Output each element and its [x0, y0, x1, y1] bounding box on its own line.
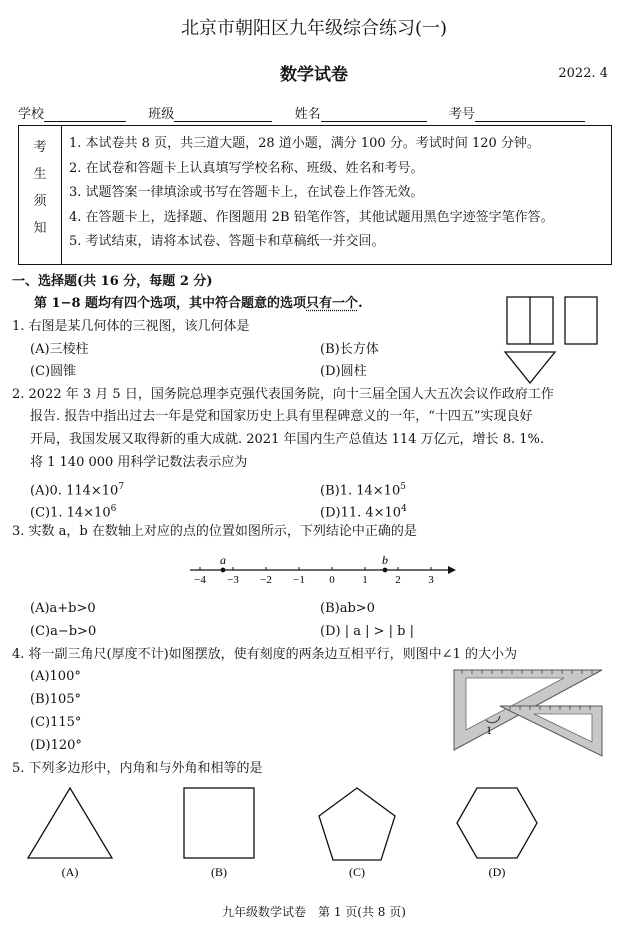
q3-option-b: (B)ab>0: [320, 601, 375, 616]
notice-item: 5. 考试结束，请将本试卷、答题卡和草稿纸一并交回。: [69, 234, 385, 249]
q2-a-base: (A)0. 114×10: [30, 483, 119, 499]
q3-option-c: (C)a−b>0: [30, 624, 97, 639]
q2-line3: 开局，我国发展又取得新的重大成就. 2021 年国内生产总值达 114 万亿元，增长 8. 1%.: [30, 432, 544, 447]
q4-option-c: (C)115°: [30, 715, 82, 730]
tick-label: −2: [260, 574, 272, 586]
page-footer: 九年级数学试卷 第 1 页(共 8 页): [222, 905, 406, 919]
q2-line1: 2. 2022 年 3 月 5 日，国务院总理李克强代表国务院，向十三届全国人大五次会议作政府工作: [12, 387, 554, 402]
notice-item: 4. 在答题卡上，选择题、作图题用 2B 铅笔作答，其他试题用黑色字迹签字笔作答。: [69, 209, 554, 225]
number-line-arrow: [448, 566, 456, 574]
class-label: 班级: [148, 107, 175, 122]
small-set-square-hole: [534, 714, 592, 742]
q2-option-a: [30, 478, 124, 500]
q1-option-c: (C)圆锥: [30, 364, 77, 379]
tick-label: 0: [329, 574, 335, 586]
q4-option-a: (A)100°: [30, 669, 81, 684]
exam-title: 北京市朝阳区九年级综合练习(一): [180, 18, 448, 39]
hexagon-shape: [457, 788, 537, 858]
q4-option-d: (D)120°: [30, 738, 82, 753]
exam-date: 2022. 4: [558, 66, 608, 81]
school-label: 学校: [18, 107, 45, 122]
q3-stem: 3. 实数 a，b 在数轴上对应的点的位置如图所示，下列结论中正确的是: [12, 524, 417, 539]
q5-polygons-figure: [20, 780, 620, 890]
square-shape: [184, 788, 254, 858]
q2-d-exp: 4: [401, 504, 407, 514]
notice-items: [69, 132, 554, 255]
q2-option-b: [320, 478, 406, 500]
exam-subtitle: 数学试卷: [280, 65, 348, 85]
q1-option-d: (D)圆柱: [320, 364, 367, 379]
q5-label-a: (A): [61, 865, 79, 879]
q5-label-d: (D): [488, 865, 506, 879]
q2-d-base: (D)11. 4×10: [320, 505, 402, 521]
q2-line2: 报告. 报告中指出过去一年是党和国家历史上具有里程碑意义的一年，“十四五”实现良好: [30, 409, 533, 424]
notice-side-char: 生: [33, 167, 47, 182]
q2-c-base: (C)1. 14×10: [30, 505, 111, 521]
tick-label: −1: [293, 574, 305, 586]
tick-label: 3: [428, 574, 434, 586]
notice-box: [18, 125, 612, 265]
q2-c-exp: 6: [110, 504, 117, 514]
instruction-prefix: 第 1−8 题均有四个选项，其中符合题意的选项: [34, 296, 307, 311]
notice-side-char: 知: [33, 221, 47, 236]
q4-set-squares-figure: [452, 664, 604, 764]
q2-option-d: [320, 500, 407, 522]
triangle-shape: [28, 788, 112, 858]
name-label: 姓名: [294, 107, 321, 122]
class-blank: [174, 109, 272, 122]
section-instruction: [34, 295, 363, 313]
notice-side-char: 须: [33, 194, 47, 209]
q1-stem: 1. 右图是某几何体的三视图，该几何体是: [12, 319, 250, 334]
top-view: [505, 352, 555, 383]
point-b-dot: [383, 568, 388, 573]
q2-b-exp: 5: [400, 482, 406, 492]
notice-side: [19, 126, 62, 264]
q1-option-a: (A)三棱柱: [30, 342, 89, 357]
info-fields: [18, 103, 585, 122]
instruction-emphasis: 只有一个: [306, 296, 359, 311]
q5-label-c: (C): [349, 865, 365, 879]
angle-1-label: 1: [486, 723, 492, 737]
exam-no-blank: [475, 109, 585, 122]
q3-option-d: (D) | a | > | b |: [320, 624, 414, 639]
tick-label: 2: [395, 574, 401, 586]
point-b-label: b: [382, 553, 388, 567]
q1-three-view-figure: [500, 294, 604, 386]
q2-a-exp: 7: [118, 482, 125, 492]
q4-option-b: (B)105°: [30, 692, 82, 707]
notice-item: 3. 试题答案一律填涂或书写在答题卡上，在试卷上作答无效。: [69, 185, 424, 200]
q2-option-c: [30, 500, 116, 522]
tick-label: −4: [194, 574, 206, 586]
pentagon-shape: [319, 788, 395, 860]
q3-option-a: (A)a+b>0: [30, 601, 96, 616]
q1-option-b: (B)长方体: [320, 342, 379, 357]
side-view: [565, 297, 597, 344]
name-blank: [321, 109, 427, 122]
q5-label-b: (B): [211, 865, 227, 879]
exam-no-label: 考号: [448, 107, 475, 122]
notice-item: 1. 本试卷共 8 页，共三道大题，28 道小题，满分 100 分。考试时间 120 分钟。: [69, 136, 540, 151]
tick-label: −3: [227, 574, 239, 586]
q4-stem: 4. 将一副三角尺(厚度不计)如图摆放，使有刻度的两条边互相平行，则图中∠1 的大小为: [12, 647, 517, 662]
section-heading: 一、选择题(共 16 分，每题 2 分): [12, 274, 213, 289]
point-a-label: a: [220, 553, 226, 567]
q5-stem: 5. 下列多边形中，内角和与外角和相等的是: [12, 761, 263, 776]
number-line: [180, 552, 460, 588]
school-blank: [44, 109, 126, 122]
point-a-dot: [221, 568, 226, 573]
notice-side-char: 考: [33, 140, 47, 155]
q2-b-base: (B)1. 14×10: [320, 483, 401, 499]
instruction-suffix: .: [358, 296, 363, 311]
notice-item: 2. 在试卷和答题卡上认真填写学校名称、班级、姓名和考号。: [69, 160, 424, 176]
tick-label: 1: [362, 574, 368, 586]
q2-line4: 将 1 140 000 用科学记数法表示应为: [30, 455, 248, 470]
